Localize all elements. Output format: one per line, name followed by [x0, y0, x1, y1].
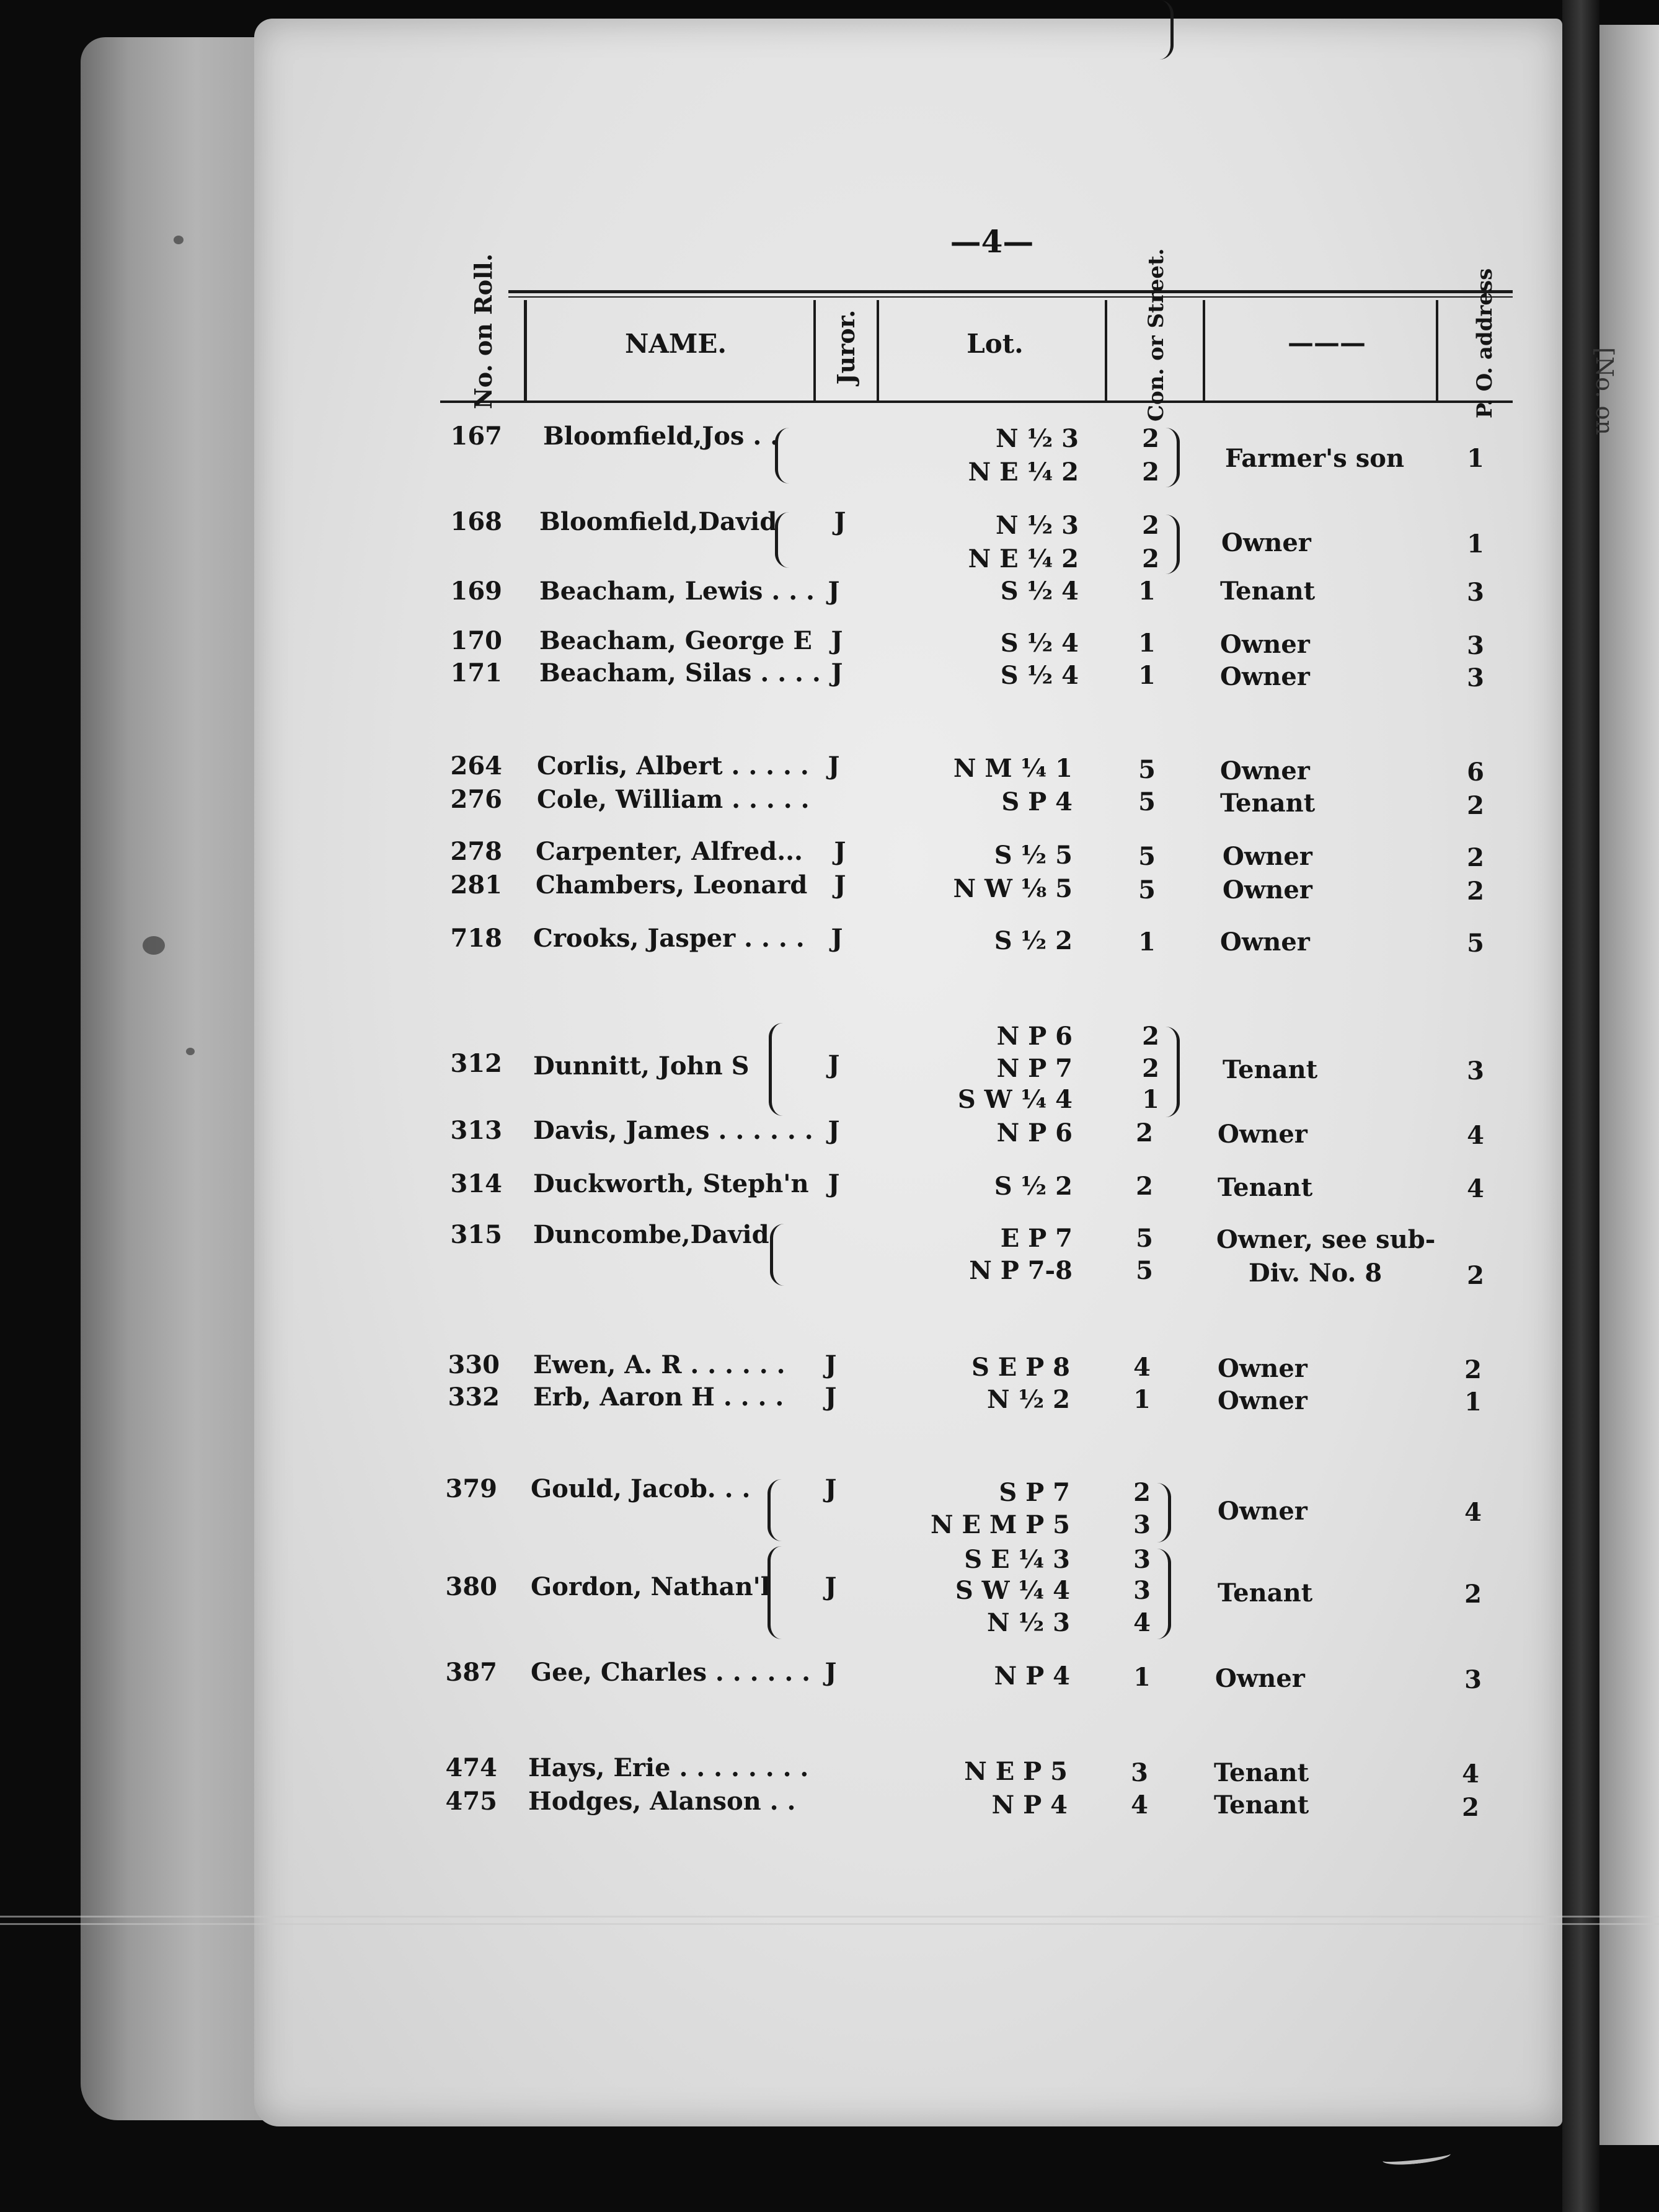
lot-value: N W ⅛ 5 — [953, 874, 1073, 903]
book-gutter — [1562, 0, 1599, 2212]
po-value: 2 — [1467, 1261, 1484, 1290]
entry-name: Erb, Aaron H . . . . — [533, 1382, 784, 1412]
entry-name: Duncombe,David — [533, 1220, 769, 1249]
status-value: Owner — [1218, 1354, 1307, 1383]
roll-number: 169 — [450, 577, 502, 606]
po-value: 4 — [1462, 1759, 1479, 1789]
ink-spot — [143, 936, 165, 955]
entry-name: Beacham, George E — [539, 626, 812, 655]
lot-value: N ½ 3 — [987, 1608, 1070, 1637]
roll-number: 474 — [445, 1753, 497, 1782]
lot-value: S P 4 — [1001, 787, 1073, 816]
con-value: 3 — [1131, 1758, 1148, 1787]
header-juror: Juror. — [832, 309, 860, 385]
status-value: Tenant — [1214, 1790, 1309, 1820]
roll-number: 170 — [450, 626, 502, 655]
con-value: 5 — [1138, 842, 1156, 871]
po-value: 1 — [1467, 529, 1484, 559]
con-value: 4 — [1133, 1353, 1151, 1382]
con-value: 1 — [1138, 629, 1156, 658]
status-value: Owner — [1221, 528, 1311, 557]
po-value: 2 — [1467, 877, 1484, 906]
con-value: 2 — [1142, 1054, 1159, 1083]
con-value: 1 — [1138, 661, 1156, 690]
brace — [768, 1546, 782, 1639]
roll-number: 379 — [445, 1474, 497, 1503]
status-value: Owner — [1218, 1386, 1307, 1415]
lot-value: N P 4 — [991, 1790, 1068, 1820]
entry-name: Corlis, Albert . . . . . — [537, 751, 809, 781]
status-value: Tenant — [1220, 789, 1316, 818]
entry-name: Beacham, Silas . . . . — [539, 658, 821, 688]
juror-mark: J — [828, 751, 840, 781]
brace — [1159, 0, 1174, 60]
po-value: 1 — [1464, 1387, 1482, 1417]
column-divider — [1203, 300, 1205, 400]
con-value: 2 — [1136, 1172, 1153, 1201]
brace — [1166, 515, 1180, 574]
lot-value: N E M P 5 — [931, 1510, 1070, 1539]
entry-name: Dunnitt, John S — [533, 1051, 750, 1081]
header-top-rule — [508, 290, 1513, 293]
juror-mark: J — [831, 658, 843, 688]
entry-name: Crooks, Jasper . . . . — [533, 924, 805, 953]
lot-value: N E ¼ 2 — [968, 544, 1079, 573]
lot-value: N P 6 — [996, 1022, 1073, 1051]
roll-number: 315 — [450, 1220, 502, 1249]
po-value: 5 — [1467, 929, 1484, 958]
header-roll: No. on Roll. — [469, 253, 497, 409]
con-value: 1 — [1138, 577, 1156, 606]
con-value: 3 — [1133, 1510, 1151, 1539]
con-value: 5 — [1136, 1256, 1153, 1285]
con-value: 1 — [1133, 1385, 1151, 1414]
con-value: 5 — [1136, 1224, 1153, 1253]
po-value: 2 — [1467, 791, 1484, 820]
lot-value: S P 7 — [999, 1478, 1070, 1507]
lot-value: S E P 8 — [971, 1353, 1070, 1382]
con-value: 2 — [1136, 1118, 1153, 1148]
po-value: 3 — [1464, 1665, 1482, 1694]
po-value: 2 — [1462, 1793, 1479, 1822]
scan-mark — [1382, 2148, 1451, 2167]
status-value-cont: Div. No. 8 — [1249, 1259, 1382, 1288]
roll-number: 313 — [450, 1116, 502, 1145]
header-name: NAME. — [624, 329, 727, 359]
lot-value: N P 7 — [996, 1054, 1073, 1083]
lot-value: S ½ 4 — [1000, 577, 1079, 606]
entry-name: Gordon, Nathan'l — [531, 1572, 770, 1601]
po-value: 2 — [1467, 843, 1484, 872]
roll-number: 171 — [450, 658, 502, 688]
brace — [1166, 1027, 1180, 1117]
lot-value: N E P 5 — [964, 1757, 1068, 1786]
entry-name: Ewen, A. R . . . . . . — [533, 1350, 785, 1379]
roll-number: 167 — [450, 422, 502, 451]
lot-value: S ½ 4 — [1000, 661, 1079, 690]
status-value: Owner — [1218, 1497, 1307, 1526]
lot-value: N M ¼ 1 — [953, 754, 1073, 783]
entry-name: Gee, Charles . . . . . . — [531, 1658, 811, 1687]
brace — [1166, 428, 1180, 487]
roll-number: 264 — [450, 751, 502, 781]
brace — [775, 512, 789, 568]
ink-spot — [174, 236, 184, 244]
status-value: Tenant — [1218, 1173, 1313, 1202]
brace — [775, 428, 789, 484]
roll-number: 281 — [450, 870, 502, 900]
po-value: 2 — [1464, 1580, 1482, 1609]
con-value: 2 — [1142, 511, 1159, 540]
column-divider — [524, 300, 527, 400]
scan-line — [0, 1923, 1659, 1925]
status-value: Tenant — [1218, 1578, 1313, 1608]
con-value: 2 — [1142, 1022, 1159, 1051]
status-value: Owner — [1218, 1120, 1307, 1149]
roll-number: 387 — [445, 1658, 497, 1687]
brace — [770, 1224, 784, 1286]
con-value: 2 — [1133, 1478, 1151, 1507]
juror-mark: J — [825, 1474, 837, 1503]
juror-mark: J — [825, 1350, 837, 1379]
header-lot: Lot. — [967, 329, 1024, 359]
entry-name: Duckworth, Steph'n — [533, 1169, 809, 1198]
juror-mark: J — [825, 1382, 837, 1412]
juror-mark: J — [828, 1116, 840, 1145]
lot-value: E P 7 — [1000, 1224, 1073, 1253]
roll-number: 718 — [450, 924, 502, 953]
po-value: 6 — [1467, 758, 1484, 787]
lot-value: N P 6 — [996, 1118, 1073, 1148]
lot-value: S E ¼ 3 — [964, 1545, 1070, 1574]
entry-name: Hays, Erie . . . . . . . . — [528, 1753, 809, 1782]
po-value: 4 — [1467, 1174, 1484, 1203]
juror-mark: J — [831, 924, 843, 953]
roll-number: 332 — [448, 1382, 500, 1412]
roll-number: 380 — [445, 1572, 497, 1601]
brace — [769, 1023, 783, 1116]
roll-number: 330 — [448, 1350, 500, 1379]
column-divider — [877, 300, 879, 400]
juror-mark: J — [828, 1050, 840, 1079]
po-value: 2 — [1464, 1355, 1482, 1384]
brace — [1157, 1483, 1171, 1542]
po-value: 3 — [1467, 578, 1484, 607]
header-po: P. O. address — [1472, 268, 1497, 418]
con-value: 1 — [1138, 927, 1156, 957]
status-value: Owner — [1220, 630, 1310, 659]
header-bottom-rule — [440, 400, 1513, 403]
roll-number: 276 — [450, 785, 502, 814]
lot-value: S ½ 5 — [994, 841, 1073, 870]
status-value: Owner — [1220, 927, 1310, 957]
status-value: Owner, see sub- — [1216, 1225, 1436, 1254]
status-value: Tenant — [1214, 1758, 1309, 1787]
con-value: 2 — [1142, 458, 1159, 487]
po-value: 1 — [1467, 444, 1484, 473]
juror-mark: J — [825, 1658, 837, 1687]
status-value: Owner — [1220, 756, 1310, 785]
right-page-edge — [1591, 25, 1659, 2145]
entry-name: Bloomfield,David — [539, 507, 777, 536]
entry-name: Chambers, Leonard — [536, 870, 808, 900]
lot-value: S ½ 2 — [994, 1172, 1073, 1201]
juror-mark: J — [831, 626, 843, 655]
con-value: 4 — [1131, 1790, 1148, 1820]
entry-name: Carpenter, Alfred... — [536, 837, 803, 866]
lot-value: N P 7-8 — [969, 1256, 1073, 1285]
entry-name: Bloomfield,Jos . . — [543, 422, 779, 451]
po-value: 4 — [1464, 1498, 1482, 1527]
con-value: 5 — [1138, 787, 1156, 816]
con-value: 3 — [1133, 1545, 1151, 1574]
po-value: 4 — [1467, 1121, 1484, 1150]
header-con: Con. or Street. — [1144, 248, 1169, 422]
lot-value: N ½ 3 — [996, 511, 1079, 540]
po-value: 3 — [1467, 663, 1484, 692]
con-value: 3 — [1133, 1576, 1151, 1605]
lot-value: N P 4 — [994, 1661, 1070, 1691]
juror-mark: J — [834, 870, 846, 900]
con-value: 2 — [1142, 544, 1159, 573]
con-value: 2 — [1142, 424, 1159, 453]
lot-value: S ½ 2 — [994, 926, 1073, 955]
con-value: 5 — [1138, 755, 1156, 784]
header-top-rule — [508, 296, 1513, 298]
po-value: 3 — [1467, 1056, 1484, 1086]
status-value: Owner — [1215, 1664, 1305, 1693]
status-value: Owner — [1223, 842, 1312, 871]
po-value: 3 — [1467, 631, 1484, 660]
con-value: 4 — [1133, 1608, 1151, 1637]
right-page-fragment: [No. on — [1591, 347, 1618, 435]
status-value: Tenant — [1223, 1055, 1318, 1084]
entry-name: Cole, William . . . . . — [537, 785, 810, 814]
ink-spot — [186, 1048, 195, 1055]
con-value: 1 — [1133, 1663, 1151, 1692]
con-value: 1 — [1142, 1085, 1159, 1114]
entry-name: Beacham, Lewis . . . — [539, 577, 815, 606]
roll-number: 475 — [445, 1787, 497, 1816]
roll-number: 314 — [450, 1169, 502, 1198]
column-divider — [813, 300, 816, 400]
roll-number: 312 — [450, 1049, 502, 1078]
status-value: Owner — [1220, 662, 1310, 691]
juror-mark: J — [834, 507, 846, 536]
brace — [768, 1479, 782, 1541]
brace — [1157, 1549, 1171, 1639]
roll-number: 278 — [450, 837, 502, 866]
roll-number: 168 — [450, 507, 502, 536]
juror-mark: J — [828, 577, 840, 606]
juror-mark: J — [825, 1572, 837, 1601]
lot-value: N ½ 2 — [987, 1385, 1070, 1414]
page-number: —4— — [950, 223, 1034, 260]
column-divider — [1436, 300, 1438, 400]
status-value: Tenant — [1220, 577, 1316, 606]
scan-line — [0, 1916, 1659, 1918]
entry-name: Davis, James . . . . . . — [533, 1116, 813, 1145]
left-page-margin — [81, 37, 273, 2120]
lot-value: S W ¼ 4 — [957, 1085, 1073, 1114]
status-value: Owner — [1223, 875, 1312, 905]
entry-name: Hodges, Alanson . . — [528, 1787, 796, 1816]
status-value: Farmer's son — [1225, 444, 1405, 473]
lot-value: N ½ 3 — [996, 424, 1079, 453]
entry-name: Gould, Jacob. . . — [531, 1474, 751, 1503]
lot-value: S ½ 4 — [1000, 629, 1079, 658]
juror-mark: J — [834, 837, 846, 866]
lot-value: S W ¼ 4 — [955, 1576, 1070, 1605]
con-value: 5 — [1138, 875, 1156, 905]
column-divider — [1105, 300, 1107, 400]
juror-mark: J — [828, 1169, 840, 1198]
header-status: ——— — [1288, 327, 1366, 358]
lot-value: N E ¼ 2 — [968, 458, 1079, 487]
